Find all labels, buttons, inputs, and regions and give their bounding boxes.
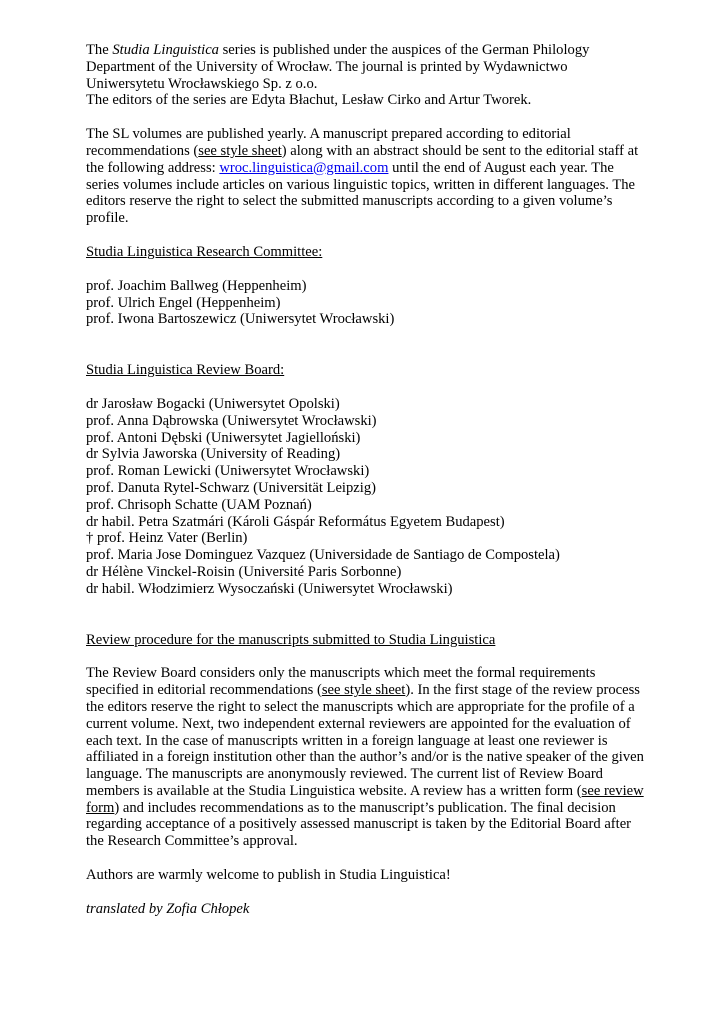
intro-text-start: The <box>86 42 113 58</box>
procedure-text-3: ) and includes recommendations as to the manuscript’s publication. The final decision regarding acceptance of a positively assessed manuscript is taken by the Editorial Board after the Research Committee’s approval. <box>86 799 632 850</box>
list-item: dr habil. Petra Szatmári (Károli Gáspár Református Egyetem Budapest) <box>86 513 505 530</box>
list-item: prof. Joachim Ballweg (Heppenheim) <box>86 277 307 294</box>
list-item: dr Sylvia Jaworska (University of Reading) <box>86 446 341 463</box>
review-form-link[interactable]: see review form <box>86 782 644 816</box>
submission-text-1: The SL volumes are published yearly. A manuscript prepared according to editorial recommendations ( <box>86 126 571 159</box>
research-committee-list <box>86 278 646 328</box>
list-item: prof. Maria Jose Dominguez Vazquez (Universidade de Santiago de Compostela) <box>86 547 560 564</box>
email-link[interactable]: wroc.linguistica@gmail.com <box>219 159 389 176</box>
research-committee-heading: Studia Linguistica Research Committee: <box>86 243 323 260</box>
list-item: prof. Roman Lewicki (Uniwersytet Wrocławski) <box>86 463 370 480</box>
series-title: Studia Linguistica <box>112 42 219 58</box>
intro-paragraph <box>86 42 646 92</box>
style-sheet-link[interactable]: see style sheet <box>321 682 406 699</box>
list-item: prof. Anna Dąbrowska (Uniwersytet Wrocławski) <box>86 412 377 429</box>
submission-text-3: until the end of August each year. The series volumes include articles on various linguistic topics, written in different languages. The editors reserve the right to select the submitted manuscripts according to a given volume’s profile. <box>86 159 636 227</box>
list-item: dr habil. Włodzimierz Wysoczański (Uniwersytet Wrocławski) <box>86 580 453 597</box>
review-procedure-heading: Review procedure for the manuscripts submitted to Studia Linguistica <box>86 631 496 648</box>
list-item: prof. Chrisoph Schatte (UAM Poznań) <box>86 496 312 513</box>
list-item: dr Hélène Vinckel-Roisin (Université Paris Sorbonne) <box>86 563 402 580</box>
style-sheet-link[interactable]: see style sheet <box>198 142 282 159</box>
closing-line: Authors are warmly welcome to publish in Studia Linguistica! <box>86 867 451 884</box>
translator-text: translated by Zofia Chłopek <box>86 900 250 917</box>
editors-line: The editors of the series are Edyta Błachut, Lesław Cirko and Artur Tworek. <box>86 92 532 109</box>
review-board-list <box>86 396 646 598</box>
document-page <box>86 42 646 918</box>
review-procedure-paragraph <box>86 665 646 850</box>
list-item: dr Jarosław Bogacki (Uniwersytet Opolski) <box>86 395 340 412</box>
procedure-text-2: ). In the first stage of the review process the editors reserve the right to select the manuscripts which are appropriate for the profile of a current volume. Next, two independent external reviewers are appointed for the evaluation of each text. In the case of manuscripts written in a foreign language at least one reviewer is affiliated in a foreign institution other than the author’s and/or is the native speaker of the given language. The manuscripts are anonymously reviewed. The current list of Review Board members is available at the Studia Linguistica website. A review has a written form ( <box>86 682 644 799</box>
list-item: prof. Danuta Rytel-Schwarz (Universität Leipzig) <box>86 479 376 496</box>
list-item: prof. Iwona Bartoszewicz (Uniwersytet Wrocławski) <box>86 311 395 328</box>
procedure-text-1: The Review Board considers only the manuscripts which meet the formal requirements specified in editorial recommendations ( <box>86 665 596 699</box>
submission-text-2: ) along with an abstract should be sent to the editorial staff at the following address: <box>86 142 639 176</box>
intro-text-rest: series is published under the auspices of the German Philology Department of the University of Wrocław. The journal is printed by Wydawnictwo Uniwersytetu Wrocławskiego Sp. z o.o. <box>86 42 590 92</box>
list-item: † prof. Heinz Vater (Berlin) <box>86 530 248 547</box>
list-item: prof. Ulrich Engel (Heppenheim) <box>86 294 281 311</box>
translator-credit <box>86 901 646 918</box>
submission-paragraph <box>86 126 646 227</box>
review-board-heading: Studia Linguistica Review Board: <box>86 362 285 379</box>
list-item: prof. Antoni Dębski (Uniwersytet Jagielloński) <box>86 429 361 446</box>
